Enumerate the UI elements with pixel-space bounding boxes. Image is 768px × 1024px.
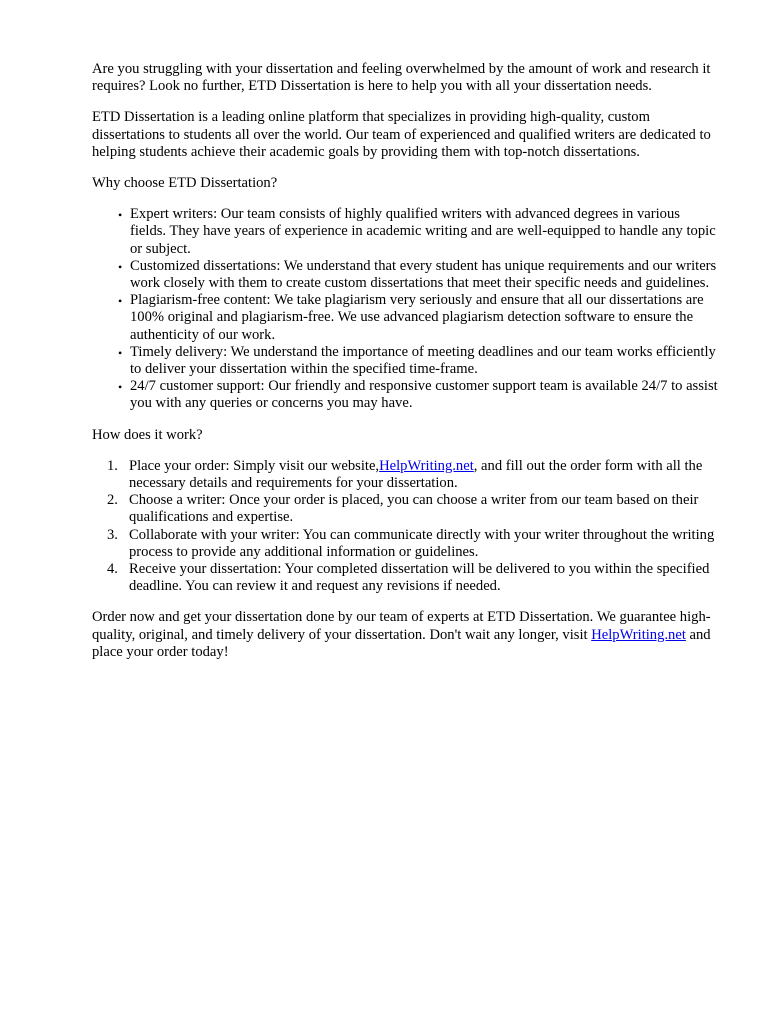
feature-text: Customized dissertations: We understand that every student has unique requirements and our writers work closely with them to create custom dissertations that meet their specific needs and guidelines. — [130, 257, 717, 292]
feature-text: 24/7 customer support: Our friendly and responsive customer support team is available 24/7 to assist you with any queries or concerns you may have. — [130, 378, 718, 412]
how-heading: How does it work? — [92, 426, 203, 443]
step-text-before: Place your order: Simply visit our website, — [129, 457, 380, 474]
bullet-icon: • — [118, 294, 123, 309]
closing-text-before: Order now and get your dissertation done by our team of experts at ETD Dissertation. We guarantee high-quality, original, and timely delivery of your dissertation. Don't wait any longer, visit — [92, 609, 711, 643]
step-text: Collaborate with your writer: You can communicate directly with your writer throughout the writing process to provide any additional information or guidelines. — [129, 526, 715, 560]
step-number: 4. — [107, 561, 118, 578]
step-number: 1. — [107, 457, 118, 474]
list-item — [118, 257, 718, 292]
features-list — [92, 206, 718, 412]
step-number: 3. — [107, 526, 118, 543]
intro-paragraph: Are you struggling with your dissertation and feeling overwhelmed by the amount of work and research it requires? Look no further, ETD Dissertation is here to help you with all your dissertation needs. — [92, 61, 711, 95]
list-item — [118, 378, 718, 412]
feature-text: Plagiarism-free content: We take plagiarism very seriously and ensure that all our dissertations are 100% original and plagiarism-free. We use advanced plagiarism detection software to ensure the authenticity of our work. — [130, 292, 704, 343]
step-number: 2. — [107, 492, 118, 509]
about-paragraph: ETD Dissertation is a leading online platform that specializes in providing high-quality, custom dissertations to students all over the world. Our team of experienced and qualified writers are dedicated to helping students achieve their academic goals by providing them with top-notch dissertations. — [92, 109, 711, 160]
closing-text-after: and place your order today! — [92, 626, 711, 660]
helpwriting-link[interactable]: HelpWriting.net — [591, 626, 686, 643]
step-text-after: , and fill out the order form with all the necessary details and requirements for your dissertation. — [129, 457, 703, 492]
bullet-icon: • — [118, 345, 123, 360]
list-item — [118, 206, 718, 258]
why-heading: Why choose ETD Dissertation? — [92, 175, 278, 192]
list-item — [107, 526, 718, 561]
bullet-icon: • — [118, 380, 123, 395]
feature-text: Timely delivery: We understand the importance of meeting deadlines and our team works efficiently to deliver your dissertation within the specified time-frame. — [130, 343, 716, 378]
helpwriting-link[interactable]: HelpWriting.net — [379, 457, 474, 474]
closing-paragraph — [92, 609, 718, 661]
steps-list — [92, 458, 718, 596]
list-item — [107, 492, 718, 526]
list-item — [107, 457, 718, 492]
bullet-icon: • — [118, 208, 123, 223]
feature-text: Expert writers: Our team consists of highly qualified writers with advanced degrees in various fields. They have years of experience in academic writing and are well-equipped to handle any topic or subject. — [130, 206, 716, 257]
step-text: Receive your dissertation: Your completed dissertation will be delivered to you within the specified deadline. You can review it and request any revisions if needed. — [129, 561, 710, 595]
step-text: Choose a writer: Once your order is placed, you can choose a writer from our team based on their qualifications and expertise. — [129, 492, 699, 526]
list-item — [118, 292, 718, 344]
list-item — [107, 561, 718, 595]
bullet-icon: • — [118, 259, 123, 274]
list-item — [118, 343, 718, 378]
